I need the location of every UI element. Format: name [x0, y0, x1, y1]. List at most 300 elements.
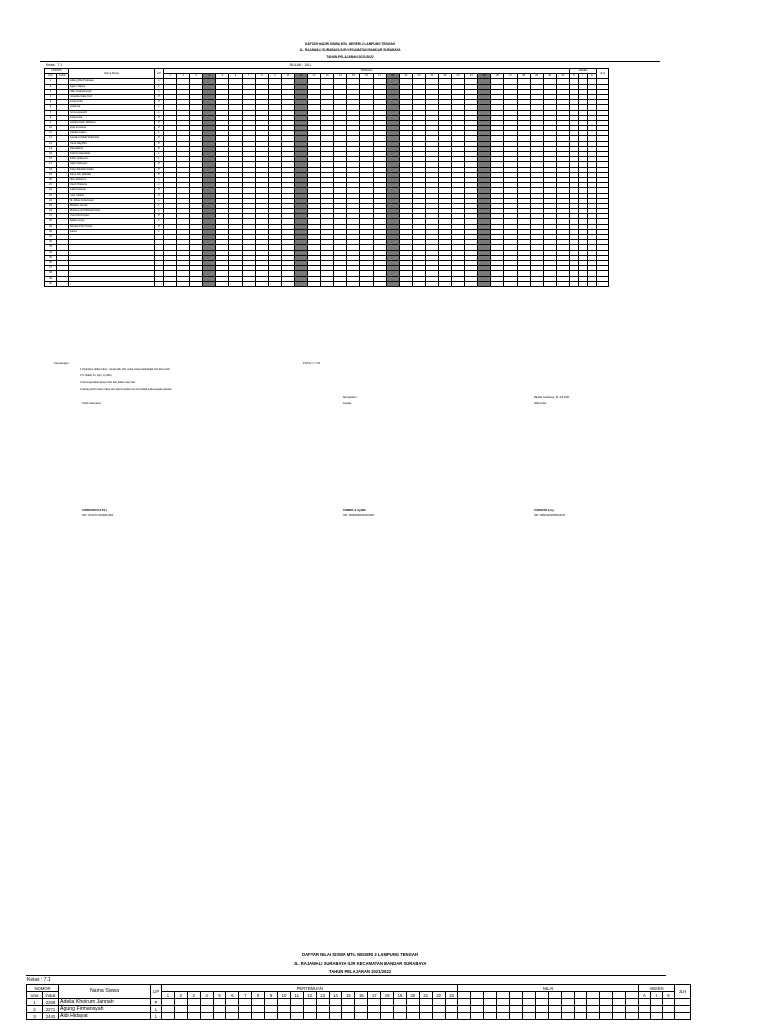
student-name: - — [69, 276, 155, 281]
note-1: 1 Posisikan daftar tabel - tanda pilih diisi untuk siswa hadir/tidak hari libur ke/ln — [80, 368, 171, 371]
row-number: 30 — [45, 229, 57, 234]
student-gender: P — [155, 146, 164, 151]
meeting-cell — [381, 999, 394, 1006]
attendance-title: DAFTAR HADIR SISWA MTs. NEGERI 2 LAMPUNG TENGAH — [305, 42, 395, 46]
meeting-header: 15 — [342, 992, 355, 999]
attendance-cell — [465, 281, 478, 286]
nilai-cell — [626, 1013, 639, 1020]
student-gender: P — [155, 172, 164, 177]
meeting-header: 3 — [187, 992, 200, 999]
attendance-cell — [216, 281, 229, 286]
date-header: 2 — [177, 74, 190, 79]
meeting-cell — [187, 1013, 200, 1020]
attendance-cell — [556, 281, 569, 286]
grades-year: TAHUN PELAJARAN 2021/2022 — [328, 969, 392, 974]
attendance-cell — [504, 281, 517, 286]
meeting-cell — [278, 1006, 291, 1013]
date-header: 21 — [425, 74, 438, 79]
meeting-cell — [355, 1013, 368, 1020]
meeting-cell — [419, 1006, 432, 1013]
student-name: Ari Anugrayahi — [69, 110, 155, 115]
nilai-cell — [510, 999, 523, 1006]
student-gender: P — [155, 141, 164, 146]
student-name: Fajrin Hidayani — [69, 162, 155, 167]
attendance-cell — [164, 281, 177, 286]
date-header: 9 — [268, 74, 281, 79]
meeting-cell — [316, 999, 329, 1006]
student-name: - — [69, 260, 155, 265]
jlh-cell — [596, 281, 608, 286]
attendance-cell — [386, 281, 399, 286]
date-header: 4 — [203, 74, 216, 79]
nilai-subheader — [522, 992, 535, 999]
student-name: Muhammad Misbad Khoiri — [69, 209, 155, 214]
meeting-cell — [368, 999, 381, 1006]
student-name: - — [69, 281, 155, 286]
meeting-header: 12 — [303, 992, 316, 999]
date-header: 11 — [294, 74, 307, 79]
meeting-cell — [394, 999, 407, 1006]
meeting-cell — [432, 999, 445, 1006]
attendance-cell — [268, 281, 281, 286]
meeting-cell — [226, 1013, 239, 1020]
student-name: M. Akbar Ardiansyah — [69, 198, 155, 203]
meeting-header: 9 — [265, 992, 278, 999]
table-row — [27, 1006, 691, 1013]
meeting-cell — [239, 999, 252, 1006]
nilai-cell — [548, 999, 561, 1006]
student-name: Lala Pusandri — [69, 188, 155, 193]
student-gender: P — [155, 167, 164, 172]
nilai-subheader — [613, 992, 626, 999]
grades-absen-cell — [638, 1006, 650, 1013]
meeting-header: 21 — [419, 992, 432, 999]
nilai-subheader — [484, 992, 497, 999]
student-gender — [155, 281, 164, 286]
grades-col-urut-header: Urut — [27, 992, 43, 999]
grades-absen-cell — [662, 999, 674, 1006]
meeting-header: 2 — [174, 992, 187, 999]
meeting-header: 17 — [368, 992, 381, 999]
date-header: 10 — [281, 74, 294, 79]
attendance-cell — [399, 281, 412, 286]
meeting-header: 23 — [445, 992, 458, 999]
nilai-cell — [484, 1006, 497, 1013]
student-name: Ayla Kurniana — [69, 126, 155, 131]
row-number: 14 — [45, 146, 57, 151]
meeting-cell — [342, 1013, 355, 1020]
student-gender: L — [155, 209, 164, 214]
nilai-subheader — [535, 992, 548, 999]
meeting-cell — [381, 1006, 394, 1013]
student-name: Ardiansa — [69, 105, 155, 110]
row-number: 16 — [45, 157, 57, 162]
date-header: 25 — [478, 74, 491, 79]
row-number: 31 — [45, 235, 57, 240]
nilai-subheader — [574, 992, 587, 999]
row-number: 21 — [45, 183, 57, 188]
signatory-3-name: SUMARTO,S.Ag — [534, 509, 554, 512]
student-name: Cahlita Aditya — [69, 131, 155, 136]
row-number: 32 — [45, 240, 57, 245]
date-header: 22 — [438, 74, 451, 79]
signatory-3-nip: NIP. 198011192005012004 — [534, 514, 566, 517]
grades-col-jlh-header: JLH — [674, 985, 690, 999]
nilai-cell — [587, 999, 600, 1006]
nilai-cell — [510, 1013, 523, 1020]
grades-row-number: 1 — [27, 999, 43, 1006]
meeting-cell — [278, 1013, 291, 1020]
meeting-cell — [406, 1006, 419, 1013]
header-rule — [40, 61, 660, 62]
nilai-cell — [471, 1006, 484, 1013]
meeting-cell — [200, 1013, 213, 1020]
grades-title: DAFTAR NILAI SISWA MTs. NEGERI 2 LAMPUNG TENGAH — [302, 952, 418, 957]
absen-code-header: A — [587, 74, 596, 79]
student-gender: P — [155, 100, 164, 105]
row-number: 23 — [45, 193, 57, 198]
date-header: 1 — [164, 74, 177, 79]
attendance-cell — [255, 281, 268, 286]
student-name: Aulisha Dwin Widiawa — [69, 120, 155, 125]
col-induk-header: Induk — [57, 74, 69, 79]
meeting-header: 16 — [355, 992, 368, 999]
nilai-cell — [574, 1013, 587, 1020]
grades-row-induk: 2442 — [43, 1013, 59, 1020]
meeting-cell — [419, 999, 432, 1006]
absen-code-header: S — [569, 74, 578, 79]
signatory-2-name: SUMEDI, S.Ag.MM — [343, 509, 366, 512]
meeting-cell — [303, 999, 316, 1006]
nilai-subheader — [561, 992, 574, 999]
table-row — [45, 281, 609, 286]
grades-jlh-cell — [674, 1006, 690, 1013]
meeting-header: 14 — [329, 992, 342, 999]
meeting-cell — [252, 999, 265, 1006]
nilai-cell — [535, 999, 548, 1006]
date-header: 16 — [360, 74, 373, 79]
meeting-cell — [226, 1006, 239, 1013]
absen-cell — [569, 281, 578, 286]
meeting-cell — [213, 999, 226, 1006]
grades-absen-cell — [638, 999, 650, 1006]
grades-absen-code-header: I — [650, 992, 662, 999]
row-number: 34 — [45, 250, 57, 255]
col-urut-header: Urut — [45, 74, 57, 79]
meeting-cell — [162, 999, 175, 1006]
grades-absen-code-header: S — [662, 992, 674, 999]
meeting-cell — [445, 1006, 458, 1013]
meeting-cell — [187, 1006, 200, 1013]
date-header: 30 — [543, 74, 556, 79]
row-number: 20 — [45, 177, 57, 182]
student-gender: L — [155, 105, 164, 110]
attendance-cell — [478, 281, 491, 286]
grades-address: JL. RAJAWALI SURABAYA ILIR KECAMATAN BANDAR SURABAYA — [293, 961, 427, 966]
meeting-header: 22 — [432, 992, 445, 999]
student-name: Fauzi Pratama — [69, 183, 155, 188]
grades-student-name: Agung Firmansyah — [59, 1006, 151, 1013]
student-name: - — [69, 271, 155, 276]
meeting-cell — [329, 1006, 342, 1013]
tata-usaha: Tatah Sekretaris — [82, 402, 101, 405]
col-jlh-header: JLH — [596, 69, 608, 79]
grades-kelas: Kelas : 7.1 — [27, 977, 51, 983]
meeting-cell — [213, 1006, 226, 1013]
meeting-cell — [226, 999, 239, 1006]
nilai-cell — [600, 999, 613, 1006]
grades-absen-cell — [650, 1006, 662, 1013]
meeting-cell — [329, 1013, 342, 1020]
student-name: Alfin Pradipansyah — [69, 89, 155, 94]
attendance-cell — [281, 281, 294, 286]
meeting-cell — [187, 999, 200, 1006]
meeting-cell — [381, 1013, 394, 1020]
grades-absen-cell — [650, 1013, 662, 1020]
meeting-cell — [368, 1013, 381, 1020]
row-number: 5 — [45, 100, 57, 105]
nilai-cell — [587, 1013, 600, 1020]
student-gender: P — [155, 214, 164, 219]
meeting-cell — [316, 1006, 329, 1013]
attendance-kelas: Kelas : 7.1 — [46, 63, 63, 67]
attendance-cell — [438, 281, 451, 286]
absen-cell — [578, 281, 587, 286]
absen-code-header: I — [578, 74, 587, 79]
nilai-subheader — [600, 992, 613, 999]
attendance-cell — [425, 281, 438, 286]
meeting-cell — [174, 999, 187, 1006]
row-number: 10 — [45, 126, 57, 131]
nilai-cell — [561, 999, 574, 1006]
row-number: 35 — [45, 255, 57, 260]
date-header: 31 — [556, 74, 569, 79]
grades-row-induk: 2271 — [43, 1006, 59, 1013]
meeting-cell — [342, 999, 355, 1006]
nilai-cell — [522, 1006, 535, 1013]
attendance-cell — [452, 281, 465, 286]
meeting-header: 13 — [316, 992, 329, 999]
student-name: - — [69, 245, 155, 250]
meeting-header: 18 — [381, 992, 394, 999]
attendance-address: JL. RAJAWALI SURABAYA ILIR KECAMATAN BANDAR SURABAYA — [299, 48, 401, 52]
row-number: 8 — [45, 115, 57, 120]
meeting-cell — [445, 999, 458, 1006]
meeting-cell — [329, 999, 342, 1006]
kepala: Kepala — [343, 402, 352, 405]
student-name: Mhafiuz Jamali — [69, 203, 155, 208]
student-name: Renata Putri Tamar — [69, 224, 155, 229]
row-number: 27 — [45, 214, 57, 219]
date-header: 19 — [399, 74, 412, 79]
nilai-subheader — [548, 992, 561, 999]
attendance-cell — [373, 281, 386, 286]
student-gender: L — [155, 131, 164, 136]
date-header: 27 — [504, 74, 517, 79]
student-gender: L — [155, 157, 164, 162]
student-gender: L — [155, 198, 164, 203]
nilai-cell — [613, 1013, 626, 1020]
meeting-header: 19 — [394, 992, 407, 999]
meeting-header: 5 — [213, 992, 226, 999]
nilai-cell — [484, 999, 497, 1006]
meeting-header: 10 — [278, 992, 291, 999]
row-number: 11 — [45, 131, 57, 136]
nilai-cell — [497, 1006, 510, 1013]
meeting-cell — [316, 1013, 329, 1020]
date-header: 24 — [465, 74, 478, 79]
date-header: 3 — [190, 74, 203, 79]
attendance-cell — [334, 281, 347, 286]
col-tanggal-header: TANGGAL — [164, 69, 570, 74]
grades-student-name: Adelia Khoirum Jannah — [59, 999, 151, 1006]
table-row — [27, 1013, 691, 1020]
grades-student-gender: L — [151, 1013, 162, 1020]
grades-absen-code-header: A — [638, 992, 650, 999]
grades-col-pertemuan-header: PERTEMUAN — [162, 985, 458, 992]
note-2: 2 S (Sakit) & I (Ijin), A (Alfa) — [80, 374, 112, 377]
row-number: 7 — [45, 110, 57, 115]
student-gender: L — [155, 110, 164, 115]
meeting-cell — [239, 1006, 252, 1013]
meeting-cell — [355, 999, 368, 1006]
row-number: 37 — [45, 266, 57, 271]
attendance-cell — [242, 281, 255, 286]
grades-row-induk: 2268 — [43, 999, 59, 1006]
meeting-header: 4 — [200, 992, 213, 999]
row-number: 25 — [45, 203, 57, 208]
row-number: 36 — [45, 260, 57, 265]
nilai-cell — [458, 1006, 471, 1013]
attendance-cell — [203, 281, 216, 286]
grades-header-rule — [26, 975, 666, 976]
col-lp-header: L/P — [155, 69, 164, 79]
grades-col-nomor-header: NOMOR — [27, 985, 59, 992]
attendance-cell — [347, 281, 360, 286]
student-gender: L — [155, 203, 164, 208]
nilai-cell — [484, 1013, 497, 1020]
grades-student-name: Aldi Hidayat — [59, 1013, 151, 1020]
meeting-cell — [200, 999, 213, 1006]
meeting-header: 7 — [239, 992, 252, 999]
grades-absen-cell — [662, 1013, 674, 1020]
attendance-cell — [530, 281, 543, 286]
attendance-cell — [321, 281, 334, 286]
meeting-cell — [252, 1013, 265, 1020]
attendance-cell — [229, 281, 242, 286]
nilai-cell — [574, 999, 587, 1006]
student-name: Nailan Aulya — [69, 219, 155, 224]
nilai-cell — [613, 999, 626, 1006]
grades-table — [26, 984, 691, 1020]
attendance-cell — [543, 281, 556, 286]
student-gender: P — [155, 162, 164, 167]
attendance-cell — [308, 281, 321, 286]
meeting-cell — [265, 1013, 278, 1020]
grades-col-lp-header: L/P — [151, 985, 162, 999]
grades-col-nama-header: Nama Siswa — [59, 985, 151, 999]
table-row — [27, 999, 691, 1006]
meeting-cell — [303, 1006, 316, 1013]
meeting-header: 1 — [162, 992, 175, 999]
putih-note: PUTIH = L.35 — [303, 361, 321, 365]
student-name: - — [69, 250, 155, 255]
attendance-table — [44, 68, 609, 287]
signatory-2-nip: NIP. 196909081997031004 — [343, 514, 375, 517]
attendance-cell — [294, 281, 307, 286]
date-header: 7 — [242, 74, 255, 79]
date-header: 8 — [255, 74, 268, 79]
meeting-cell — [290, 1013, 303, 1020]
student-name: Febrica Mandella — [69, 152, 155, 157]
grades-absen-cell — [662, 1006, 674, 1013]
student-name: Amanda Aulia Putri — [69, 94, 155, 99]
row-number: 13 — [45, 141, 57, 146]
student-name: - — [69, 255, 155, 260]
grades-col-absen-header: ABSEN — [638, 985, 674, 992]
student-gender: L — [155, 84, 164, 89]
meeting-cell — [162, 1006, 175, 1013]
nilai-cell — [471, 1013, 484, 1020]
attendance-cell — [517, 281, 530, 286]
nilai-cell — [561, 1006, 574, 1013]
student-name: Fatty Zahidah Adelia — [69, 167, 155, 172]
student-gender: P — [155, 224, 164, 229]
student-gender: P — [155, 120, 164, 125]
nilai-cell — [535, 1006, 548, 1013]
wali-kelas: Wali Kelas, — [534, 402, 547, 405]
note-4: 4 Setiap akhir bulan rekap dan dipermainkan ke Guru/Wali pada kepala sekolah — [80, 388, 172, 391]
meeting-cell — [342, 1006, 355, 1013]
row-number: 18 — [45, 167, 57, 172]
student-gender: P — [155, 126, 164, 131]
meeting-cell — [239, 1013, 252, 1020]
meeting-cell — [406, 1013, 419, 1020]
row-number: 15 — [45, 152, 57, 157]
student-name: - — [69, 266, 155, 271]
meeting-cell — [278, 999, 291, 1006]
student-gender: L — [155, 177, 164, 182]
absen-cell — [587, 281, 596, 286]
nilai-cell — [561, 1013, 574, 1020]
student-name: Lelo Yulianti — [69, 193, 155, 198]
nilai-subheader — [587, 992, 600, 999]
row-number: 9 — [45, 120, 57, 125]
nilai-cell — [626, 999, 639, 1006]
nilai-cell — [626, 1006, 639, 1013]
nilai-cell — [510, 1006, 523, 1013]
row-number: 40 — [45, 281, 57, 286]
grades-student-gender: L — [151, 1006, 162, 1013]
meeting-cell — [445, 1013, 458, 1020]
grades-col-induk-header: Induk — [43, 992, 59, 999]
student-name: Ihen Zaharum — [69, 177, 155, 182]
nilai-cell — [522, 999, 535, 1006]
meeting-cell — [394, 1013, 407, 1020]
meeting-cell — [355, 1006, 368, 1013]
meeting-cell — [174, 1006, 187, 1013]
nilai-cell — [548, 1006, 561, 1013]
meeting-cell — [252, 1006, 265, 1013]
grades-row-number: 2 — [27, 1006, 43, 1013]
meeting-cell — [368, 1006, 381, 1013]
meeting-cell — [290, 1006, 303, 1013]
nilai-cell — [497, 1013, 510, 1020]
student-name: Adang Ritu Prabawa — [69, 79, 155, 84]
nilai-subheader — [471, 992, 484, 999]
meeting-cell — [419, 1013, 432, 1020]
grades-absen-cell — [638, 1013, 650, 1020]
